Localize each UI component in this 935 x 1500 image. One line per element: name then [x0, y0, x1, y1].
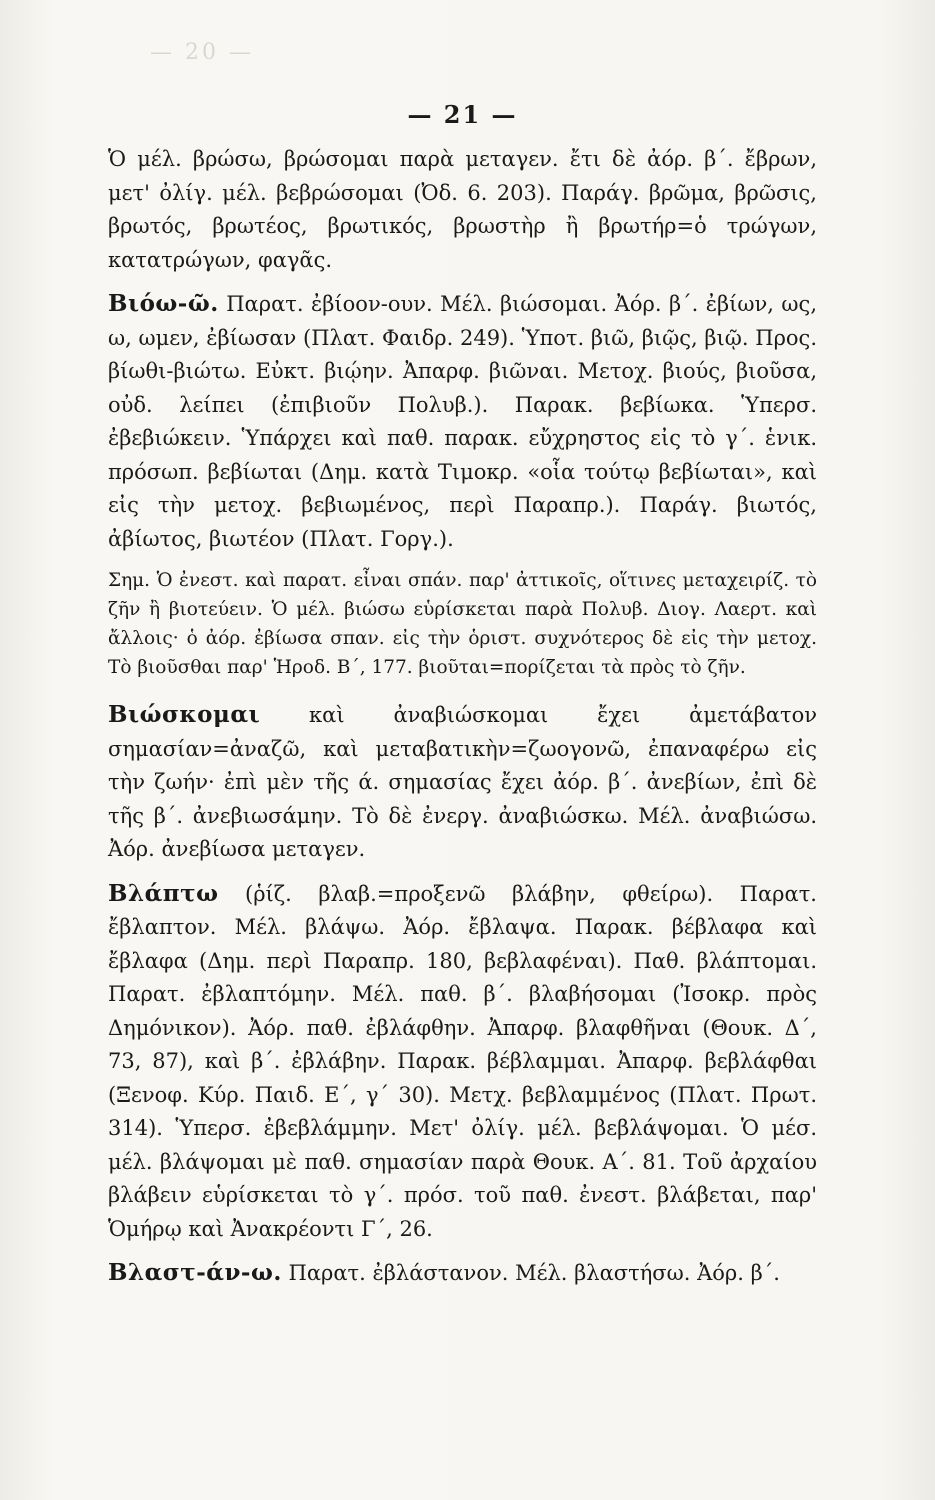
entry-bioo: [108, 287, 817, 556]
paragraph-text: (ῥίζ. βλαβ.=προξενῶ βλάβην, φθείρω). Παρατ. ἔβλαπτον. Μέλ. βλάψω. Ἀόρ. ἔβλαψα. Παρακ. βέβλαφα καὶ ἔβλαφα (Δημ. περὶ Παραπρ. 180, βεβλαφέναι). Παθ. βλάπτομαι. Παρατ. ἐβλαπτόμην. Μέλ. παθ. β΄. βλαβήσομαι (Ἰσοκρ. πρὸς Δημόνικον). Ἀόρ. παθ. ἐβλάφθην. Ἀπαρφ. βλαφθῆναι (Θουκ. Δ΄, 73, 87), καὶ β΄. ἐβλάβην. Παρακ. βέβλαμμαι. Ἀπαρφ. βεβλάφθαι (Ξενοφ. Κύρ. Παιδ. Ε΄, γ΄ 30). Μετχ. βεβλαμμένος (Πλατ. Πρωτ. 314). Ὑπερσ. ἐβεβλάμμην. Μετ' ὀλίγ. μέλ. βεβλάψομαι. Ὁ μέσ. μέλ. βλάψομαι μὲ παθ. σημασίαν παρὰ Θουκ. Α΄. 81. Τοῦ ἀρχαίου βλάβειν εὑρίσκεται τὸ γ΄. πρόσ. τοῦ παθ. ἐνεστ. βλάβεται, παρ' Ὁμήρῳ καὶ Ἀνακρέοντι Γ΄, 26.: [108, 881, 817, 1241]
headword: Βλάπτω: [108, 879, 219, 907]
headword: Βιώσκομαι: [108, 701, 261, 728]
paragraph-text: καὶ ἀναβιώσκομαι ἔχει ἀμετάβατον σημασίαν=ἀναζῶ, καὶ μεταβατικὴν=ζωογονῶ, ἐπαναφέρω εἰς τὴν ζωήν· ἐπὶ μὲν τῆς ά. σημασίας ἔχει ἀόρ. β΄. ἀνεβίων, ἐπὶ δὲ τῆς β΄. ἀνεβιωσάμην. Τὸ δὲ ἐνεργ. ἀναβιώσκω. Μέλ. ἀναβιώσω. Ἀόρ. ἀνεβίωσα μεταγεν.: [108, 703, 817, 861]
page-number: — 21 —: [407, 100, 518, 129]
page-body: [108, 143, 817, 1291]
paragraph-text: Παρατ. ἐβίοον-ουν. Μέλ. βιώσομαι. Ἀόρ. β΄. ἐβίων, ως, ω, ωμεν, ἐβίωσαν (Πλατ. Φαιδρ. 249). Ὑποτ. βιῶ, βιῷς, βιῷ. Προς. βίωθι-βιώτω. Εὐκτ. βιῴην. Ἀπαρφ. βιῶναι. Μετοχ. βιούς, βιοῦσα, οὐδ. λείπει (ἐπιβιοῦν Πολυβ.). Παρακ. βεβίωκα. Ὑπερσ. ἐβεβιώκειν. Ὑπάρχει καὶ παθ. παρακ. εὔχρηστος εἰς τὸ γ΄. ἑνικ. πρόσωπ. βεβίωται (Δημ. κατὰ Τιμοκρ. «οἷα τούτῳ βεβίωται», καὶ εἰς τὴν μετοχ. βεβιωμένος, περὶ Παραπρ.). Παράγ. βιωτός, ἀβίωτος, βιωτέον (Πλατ. Γοργ.).: [108, 292, 817, 551]
entry-bioskomai: [108, 698, 817, 867]
entry-blapto: [108, 877, 817, 1247]
paragraph-text: Παρατ. ἐβλάστανον. Μέλ. βλαστήσω. Ἀόρ. β΄.: [281, 1261, 780, 1285]
note-text: Σημ. Ὁ ἐνεστ. καὶ παρατ. εἶναι σπάν. παρ' ἀττικοῖς, οἵτινες μεταχειρίζ. τὸ ζῆν ἢ βιοτεύειν. Ὁ μέλ. βιώσω εὑρίσκεται παρὰ Πολυβ. Διογ. Λαερτ. καὶ ἄλλοις· ὁ ἀόρ. ἐβίωσα σπαν. εἰς τὴν ὁριστ. συχνότερος δὲ εἰς τὴν μετοχ. Τὸ βιοῦσθαι παρ' Ἡροδ. Β΄, 177. βιοῦται=πορίζεται τὰ πρὸς τὸ ζῆν.: [108, 570, 817, 678]
headword: Βιόω-ῶ.: [108, 290, 219, 317]
entry-blastano: [108, 1256, 817, 1291]
headword: Βλαστ-άν-ω.: [108, 1259, 282, 1286]
note-paragraph: [108, 566, 817, 682]
entry-brosko-continuation: [108, 143, 817, 277]
bleed-through-text: — 20 —: [150, 40, 254, 65]
paragraph-text: Ὁ μέλ. βρώσω, βρώσομαι παρὰ μεταγεν. ἔτι δὲ ἀόρ. β΄. ἔβρων, μετ' ὀλίγ. μέλ. βεβρώσομαι (Ὀδ. 6. 203). Παράγ. βρῶμα, βρῶσις, βρωτός, βρωτέος, βρωτικός, βρωστὴρ ἢ βρωτήρ=ὁ τρώγων, κατατρώγων, φαγᾶς.: [108, 147, 817, 272]
